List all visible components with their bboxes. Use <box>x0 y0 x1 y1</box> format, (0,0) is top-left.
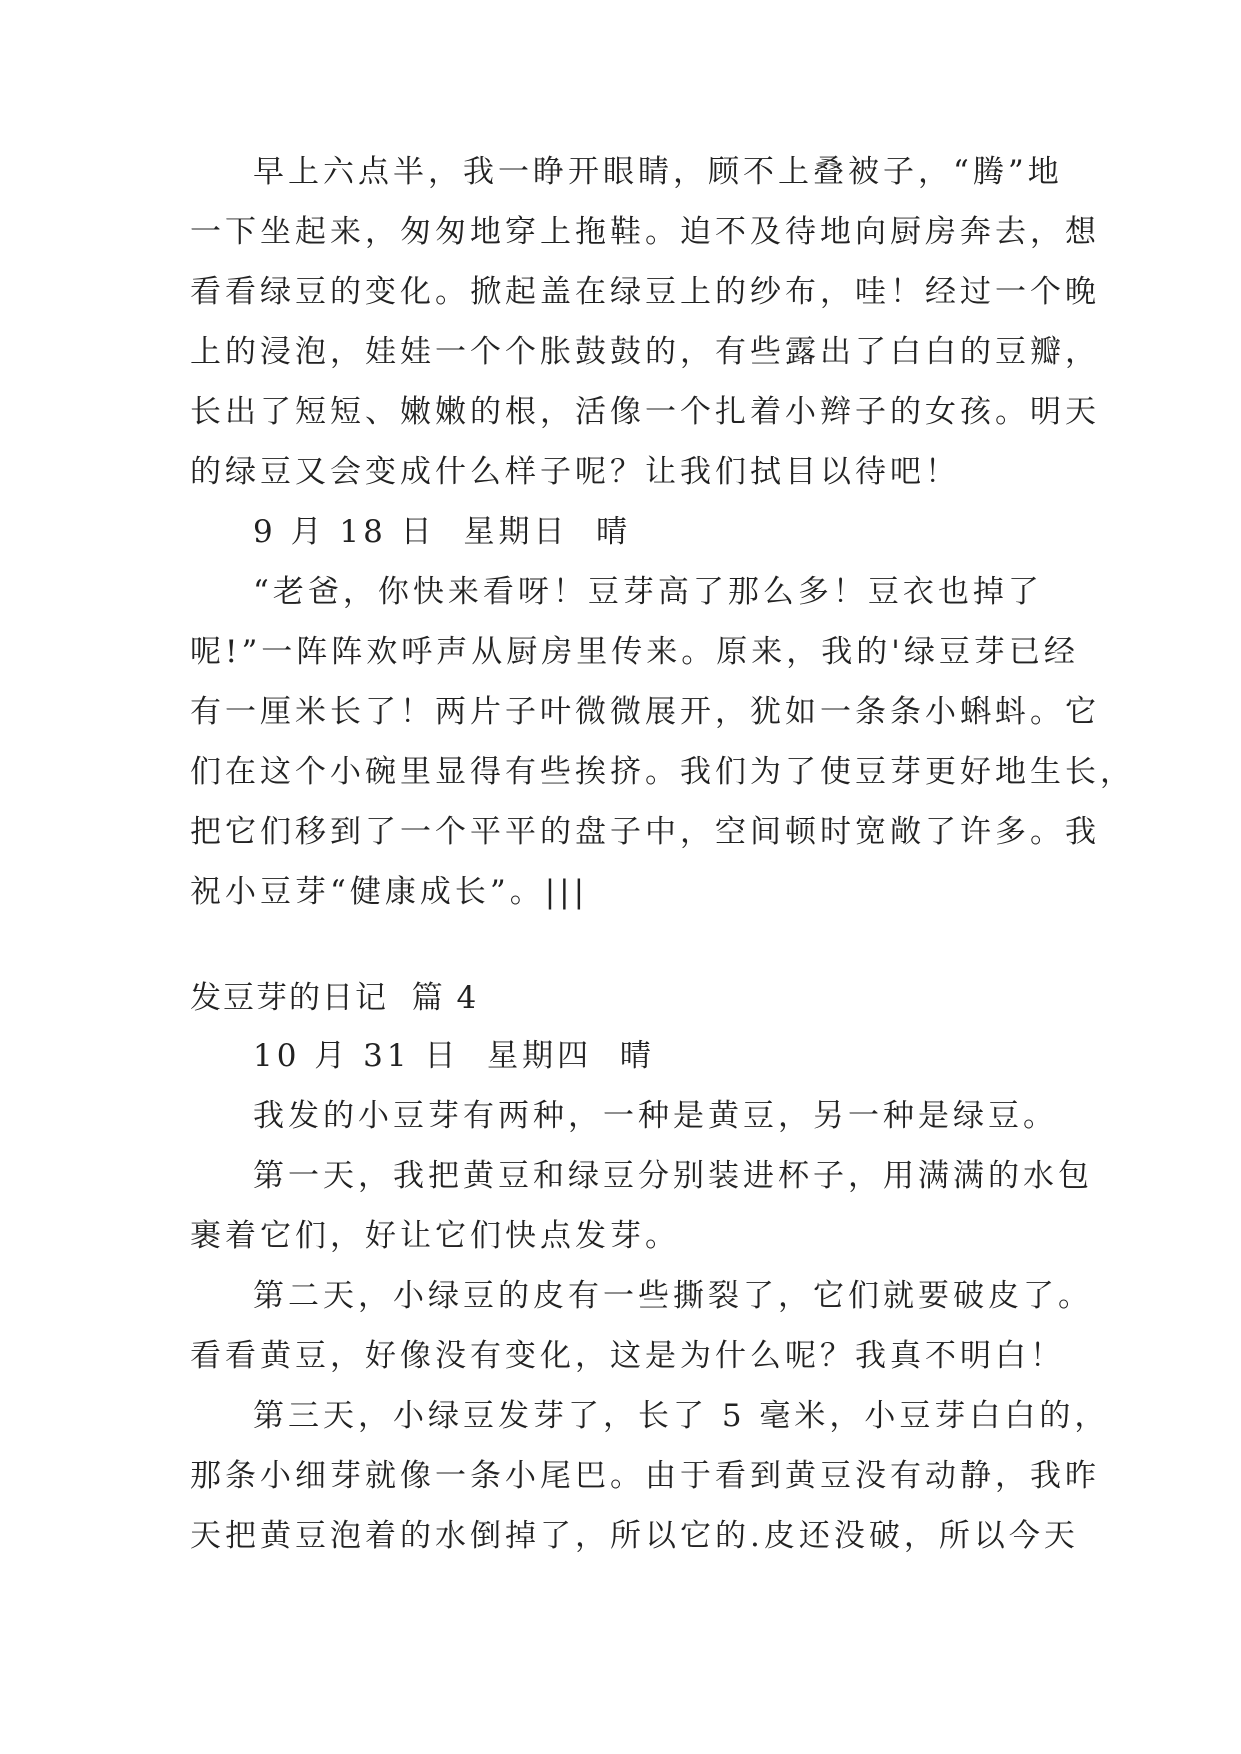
text-line: 祝小豆芽“健康成长”。||| <box>190 874 589 910</box>
text-line: 有一厘米长了！两片子叶微微展开，犹如一条条小蝌蚪。它 <box>190 694 1100 730</box>
date-line: 10 月 31 日 星期四 晴 <box>253 1038 655 1074</box>
text-line: 看看黄豆，好像没有变化，这是为什么呢？我真不明白！ <box>190 1338 1065 1374</box>
text-line: 早上六点半，我一睁开眼睛，顾不上叠被子，“腾”地 <box>253 154 1063 190</box>
text-line: 裹着它们，好让它们快点发芽。 <box>190 1218 680 1254</box>
section-heading: 发豆芽的日记 篇 4 <box>190 980 479 1016</box>
text-line: “老爸，你快来看呀！豆芽高了那么多！豆衣也掉了 <box>253 574 1043 610</box>
text-line: 一下坐起来，匆匆地穿上拖鞋。迫不及待地向厨房奔去，想 <box>190 214 1100 250</box>
date-line: 9 月 18 日 星期日 晴 <box>253 514 632 550</box>
text-line: 的绿豆又会变成什么样子呢？让我们拭目以待吧！ <box>190 454 960 490</box>
text-line: 看看绿豆的变化。掀起盖在绿豆上的纱布，哇！经过一个晚 <box>190 274 1100 310</box>
text-line: 上的浸泡，娃娃一个个胀鼓鼓的，有些露出了白白的豆瓣， <box>190 334 1100 370</box>
text-line: 第一天，我把黄豆和绿豆分别装进杯子，用满满的水包 <box>253 1158 1093 1194</box>
text-line: 第三天，小绿豆发芽了，长了 5 毫米，小豆芽白白的， <box>253 1398 1110 1434</box>
text-line: 们在这个小碗里显得有些挨挤。我们为了使豆芽更好地生长， <box>190 754 1135 790</box>
text-line: 呢!”一阵阵欢呼声从厨房里传来。原来，我的'绿豆芽已经 <box>190 634 1079 670</box>
text-line: 第二天，小绿豆的皮有一些撕裂了，它们就要破皮了。 <box>253 1278 1093 1314</box>
text-line: 那条小细芽就像一条小尾巴。由于看到黄豆没有动静，我昨 <box>190 1458 1100 1494</box>
text-line: 长出了短短、嫩嫩的根，活像一个扎着小辫子的女孩。明天 <box>190 394 1100 430</box>
text-line: 我发的小豆芽有两种，一种是黄豆，另一种是绿豆。 <box>253 1098 1058 1134</box>
text-line: 把它们移到了一个平平的盘子中，空间顿时宽敞了许多。我 <box>190 814 1100 850</box>
text-line: 天把黄豆泡着的水倒掉了，所以它的.皮还没破，所以今天 <box>190 1518 1079 1554</box>
